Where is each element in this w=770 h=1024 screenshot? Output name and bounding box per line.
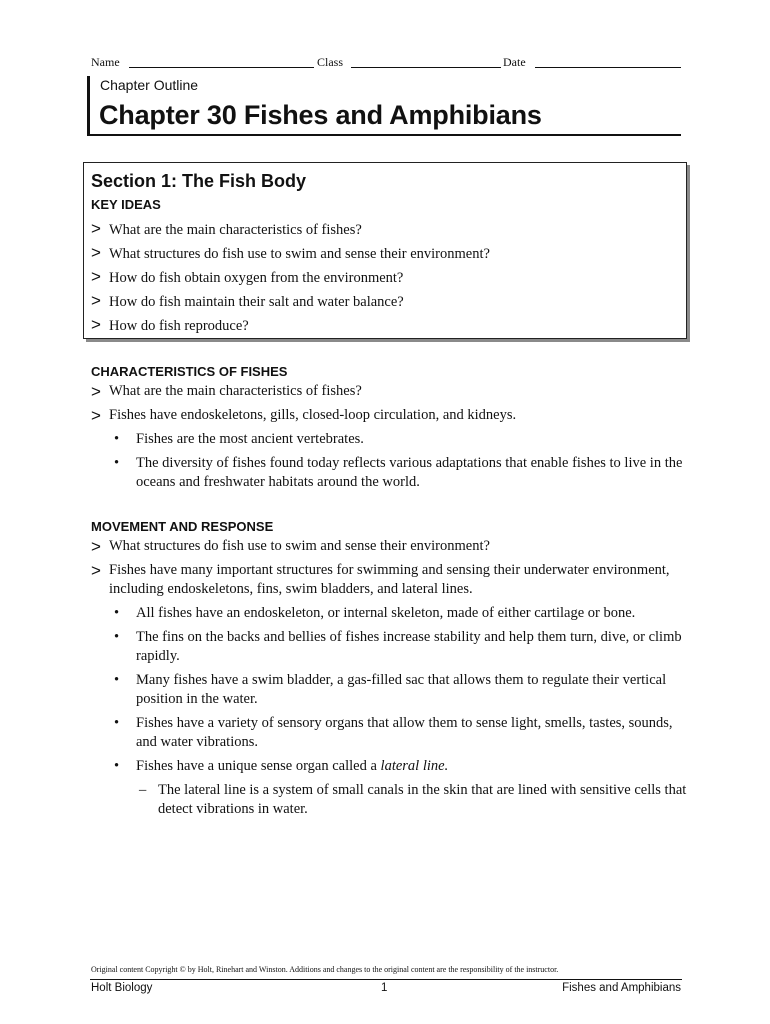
name-label: Name bbox=[91, 55, 120, 69]
date-blank-line bbox=[535, 67, 681, 68]
class-blank-line bbox=[351, 67, 501, 68]
bullet-item: • Fishes are the most ancient vertebrates. bbox=[114, 431, 364, 447]
bullet-item: • All fishes have an endoskeleton, or internal skeleton, made of either cartilage or bone. bbox=[114, 605, 636, 621]
key-idea-item bbox=[91, 265, 490, 289]
bullet-icon: • bbox=[114, 605, 120, 621]
key-ideas-list bbox=[91, 217, 490, 337]
bullet-icon: • bbox=[114, 629, 120, 645]
key-idea-text: How do fish obtain oxygen from the environment? bbox=[109, 270, 404, 286]
class-field[interactable] bbox=[317, 55, 343, 70]
arrow-icon: > bbox=[91, 537, 101, 556]
name-field[interactable] bbox=[91, 55, 120, 70]
section-title: Section 1: The Fish Body bbox=[91, 171, 307, 191]
page-number: 1 bbox=[381, 982, 388, 994]
movement-answer: > Fishes have many important structures for swimming and sensing their underwater environment, including endoskeletons, fins, swim bladders, and lateral lines. bbox=[91, 561, 670, 597]
date-field[interactable] bbox=[503, 55, 526, 70]
chapter-title: Chapter 30 Fishes and Amphibians bbox=[99, 100, 542, 130]
key-ideas-box bbox=[83, 162, 687, 339]
arrow-icon: > bbox=[91, 243, 101, 262]
arrow-icon: > bbox=[91, 219, 101, 238]
key-idea-text: What are the main characteristics of fishes? bbox=[109, 222, 362, 238]
copyright-notice: Original content Copyright © by Holt, Rinehart and Winston. Additions and changes to the original content are the responsibility of the instructor. bbox=[91, 965, 559, 974]
movement-section bbox=[91, 519, 691, 819]
movement-question: > What structures do fish use to swim and sense their environment? bbox=[91, 537, 490, 556]
bullet-item-lateral-line: • Fishes have a unique sense organ called a lateral line. bbox=[114, 758, 449, 774]
characteristics-bullets bbox=[91, 430, 691, 492]
key-idea-item bbox=[91, 241, 490, 265]
student-info-row bbox=[91, 55, 681, 71]
bullet-item: • The fins on the backs and bellies of fishes increase stability and help them turn, dive, or climb rapidly. bbox=[114, 629, 682, 664]
lateral-line-term: lateral line. bbox=[380, 758, 449, 774]
characteristics-answer: > Fishes have endoskeletons, gills, closed-loop circulation, and kidneys. bbox=[91, 406, 517, 425]
class-label: Class bbox=[317, 55, 344, 69]
bullet-item: • Fishes have a variety of sensory organs that allow them to sense light, smells, tastes, sounds, and water vibrations. bbox=[114, 715, 673, 750]
bullet-icon: • bbox=[114, 672, 120, 688]
date-label: Date bbox=[503, 55, 526, 69]
footer-divider bbox=[90, 979, 682, 980]
arrow-icon: > bbox=[91, 406, 101, 425]
characteristics-heading: CHARACTERISTICS OF FISHES bbox=[91, 364, 288, 379]
key-idea-item bbox=[91, 217, 490, 241]
movement-heading: MOVEMENT AND RESPONSE bbox=[91, 519, 274, 534]
arrow-icon: > bbox=[91, 291, 101, 310]
footer-chapter-name: Fishes and Amphibians bbox=[562, 982, 681, 994]
key-idea-text: How do fish maintain their salt and water balance? bbox=[109, 294, 404, 310]
key-idea-text: What structures do fish use to swim and sense their environment? bbox=[109, 246, 490, 262]
bullet-item: • Many fishes have a swim bladder, a gas-filled sac that allows them to regulate their vertical position in the water. bbox=[114, 672, 667, 707]
bullet-icon: • bbox=[114, 455, 120, 471]
arrow-icon: > bbox=[91, 267, 101, 286]
bullet-icon: • bbox=[114, 715, 120, 731]
lateral-line-subitem: – The lateral line is a system of small canals in the skin that are lined with sensitive cells that detect vibrations in water. bbox=[139, 782, 687, 817]
key-idea-item bbox=[91, 313, 490, 337]
bullet-icon: • bbox=[114, 431, 120, 447]
bullet-item: • The diversity of fishes found today reflects various adaptations that enable fishes to live in the oceans and freshwater habitats around the world. bbox=[114, 455, 683, 490]
characteristics-section bbox=[91, 364, 691, 497]
arrow-icon: > bbox=[91, 315, 101, 334]
footer-book-title: Holt Biology bbox=[91, 982, 153, 994]
outline-accent-bar bbox=[87, 76, 90, 136]
key-idea-item bbox=[91, 289, 490, 313]
dash-icon: – bbox=[139, 782, 147, 798]
arrow-icon: > bbox=[91, 561, 101, 580]
characteristics-question: > What are the main characteristics of fishes? bbox=[91, 382, 362, 401]
title-divider bbox=[90, 134, 681, 136]
name-blank-line bbox=[129, 67, 314, 68]
bullet-icon: • bbox=[114, 758, 120, 774]
movement-bullets bbox=[91, 604, 691, 776]
key-idea-text: How do fish reproduce? bbox=[109, 318, 249, 334]
arrow-icon: > bbox=[91, 382, 101, 401]
chapter-outline-label: Chapter Outline bbox=[100, 77, 199, 93]
key-ideas-heading: KEY IDEAS bbox=[91, 197, 161, 212]
page-footer bbox=[91, 982, 681, 998]
